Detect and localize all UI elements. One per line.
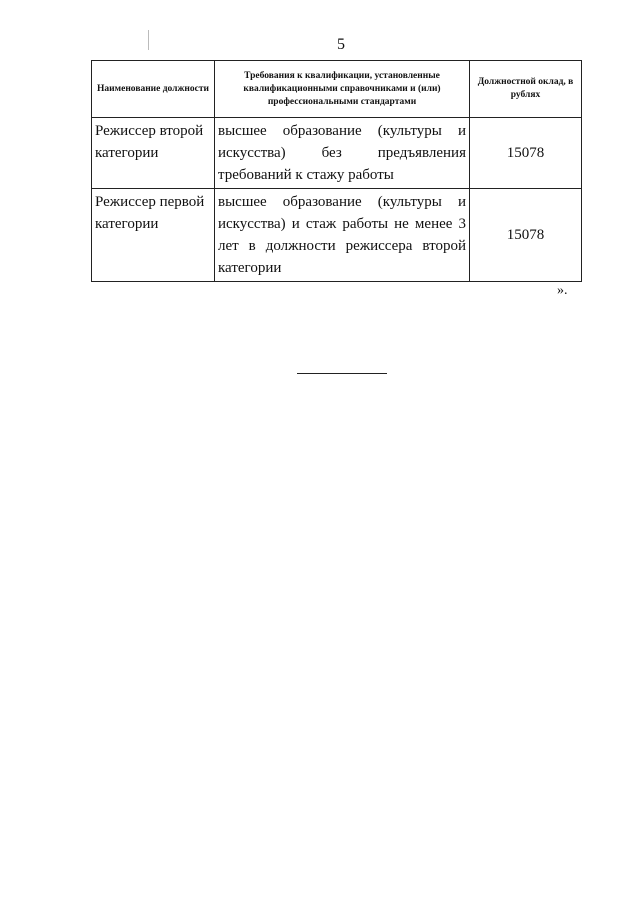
header-position: Наименование должности bbox=[92, 61, 215, 118]
header-requirements: Требования к квалификации, установленные квалификационными справочниками и (или) профессиональными стандартами bbox=[215, 61, 470, 118]
header-salary: Должностной оклад, в рублях bbox=[470, 61, 582, 118]
page-number: 5 bbox=[337, 36, 345, 53]
table-row bbox=[92, 118, 582, 189]
cell-requirements: высшее образование (культуры и искусства) без предъявления требований к стажу работы bbox=[215, 118, 470, 189]
cell-salary: 15078 bbox=[470, 118, 582, 189]
cell-position: Режиссер второй категории bbox=[92, 118, 215, 189]
table-header-row bbox=[92, 61, 582, 118]
salary-table bbox=[91, 60, 582, 282]
cell-position: Режиссер первой категории bbox=[92, 189, 215, 282]
cell-requirements: высшее образование (культуры и искусства) и стаж работы не менее 3 лет в должности режиссера второй категории bbox=[215, 189, 470, 282]
table-row bbox=[92, 189, 582, 282]
end-rule bbox=[297, 373, 387, 374]
cell-salary: 15078 bbox=[470, 189, 582, 282]
closing-quote: ». bbox=[557, 283, 568, 298]
